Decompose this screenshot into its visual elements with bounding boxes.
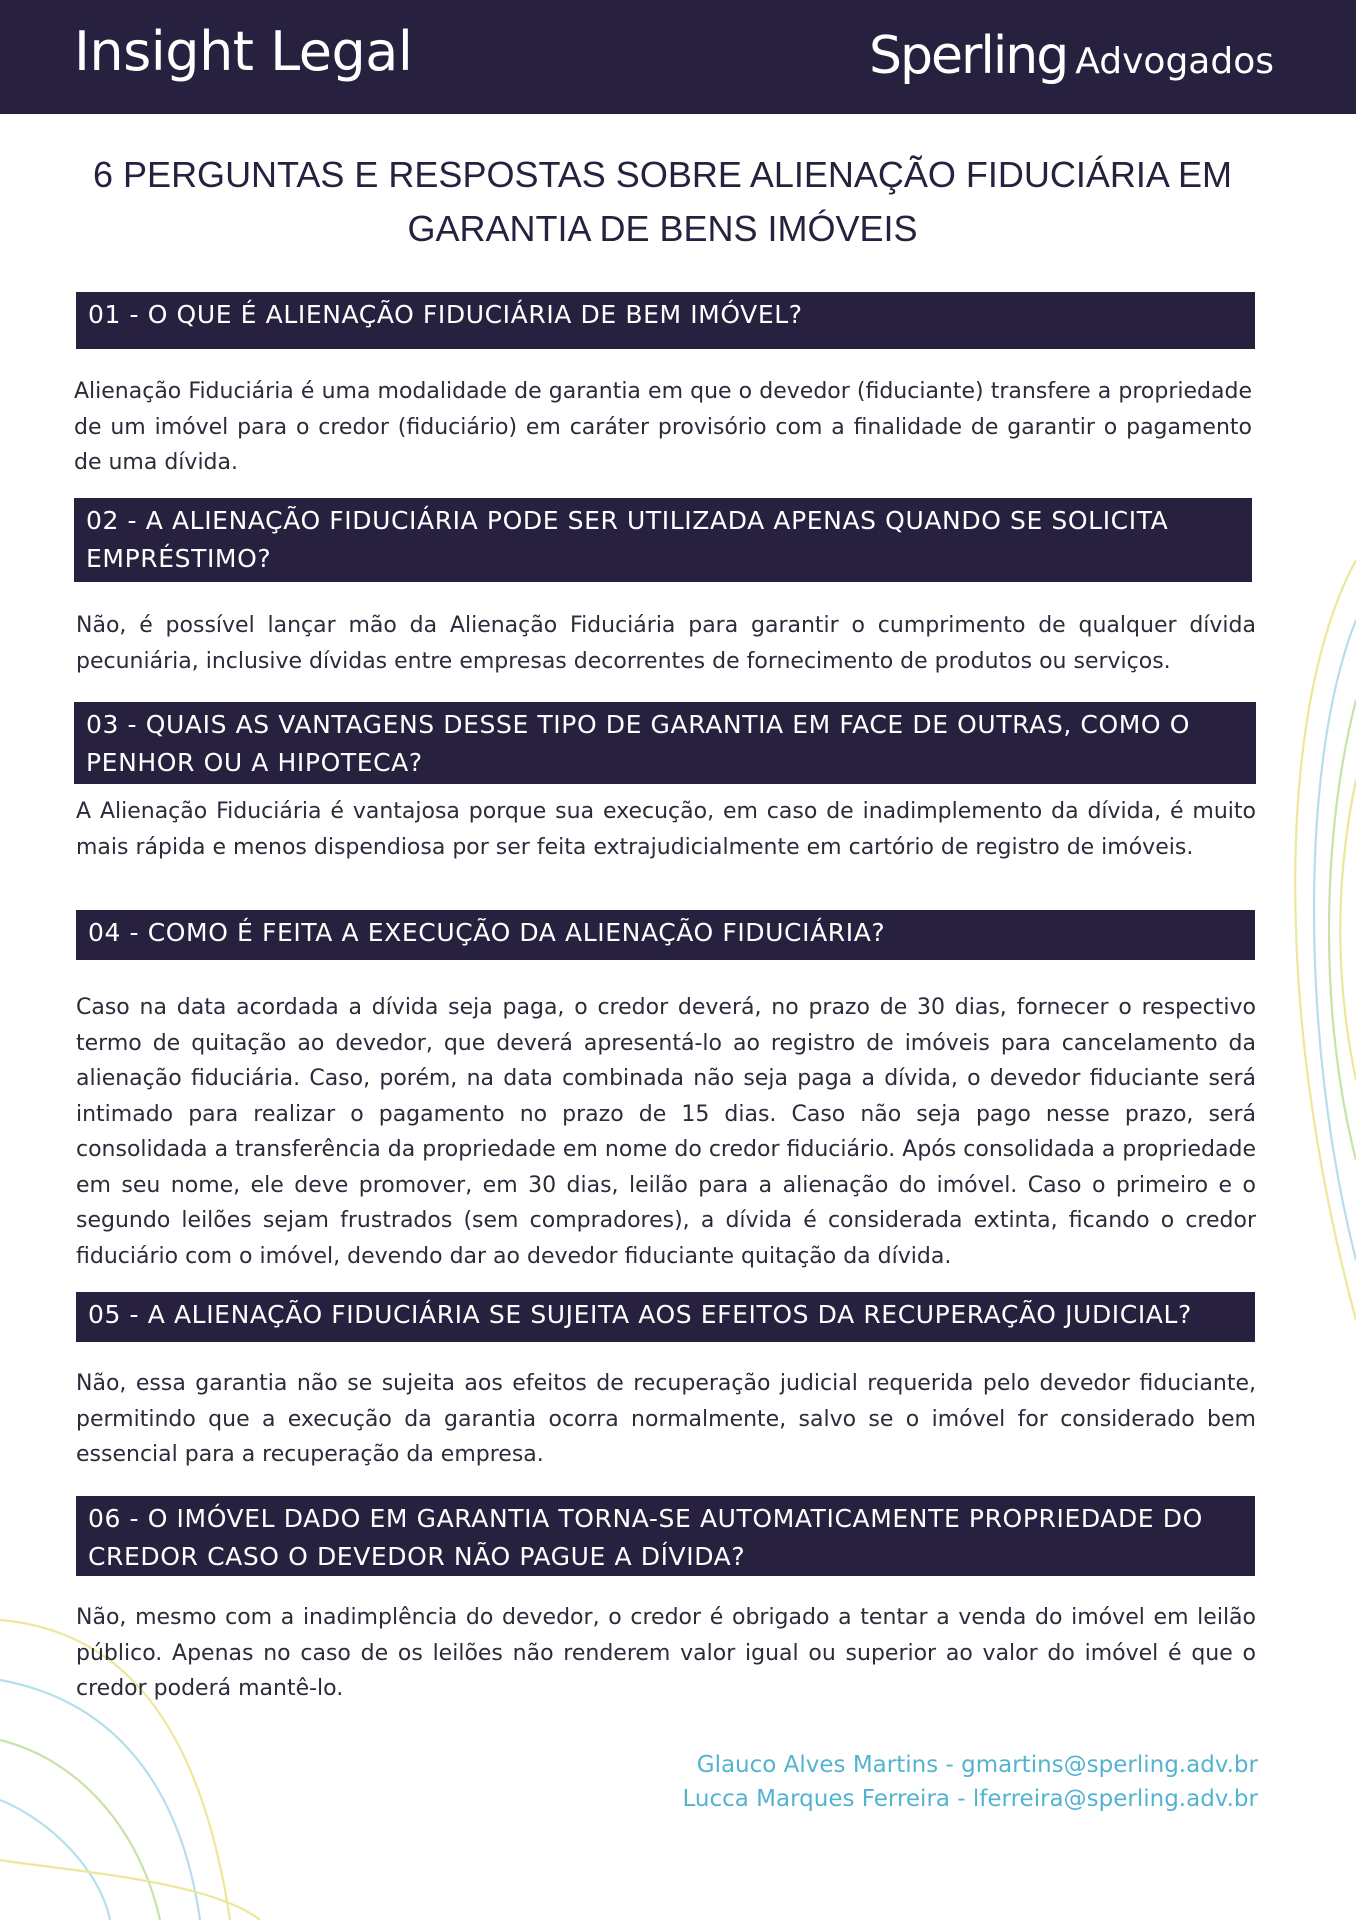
answer-06: Não, mesmo com a inadimplência do devedor, o credor é obrigado a tentar a venda do imóvel em leilão público. Apenas no caso de os leilões não renderem valor igual ou superior ao valor do imóvel é que o credor poderá mantê-lo. — [76, 1605, 1256, 1701]
answer-03: A Alienação Fiduciária é vantajosa porque sua execução, em caso de inadimplemento da dívida, é muito mais rápida e menos dispendiosa por ser feita extrajudicialmente em cartório de registro de imóveis. — [76, 799, 1256, 860]
question-03-text: 03 - QUAIS AS VANTAGENS DESSE TIPO DE GARANTIA EM FACE DE OUTRAS, COMO O PENHOR OU A HIPOTECA? — [86, 710, 1191, 777]
firm-logo-name: Sperling — [869, 26, 1068, 86]
document-title: 6 PERGUNTAS E RESPOSTAS SOBRE ALIENAÇÃO FIDUCIÁRIA EM GARANTIA DE BENS IMÓVEIS — [93, 154, 1232, 249]
question-04 — [76, 910, 1255, 960]
author-1: Glauco Alves Martins - gmartins@sperling.adv.br — [696, 1752, 1258, 1778]
question-01 — [76, 292, 1255, 349]
question-06-text: 06 - O IMÓVEL DADO EM GARANTIA TORNA-SE AUTOMATICAMENTE PROPRIEDADE DO CREDOR CASO O DEVEDOR NÃO PAGUE A DÍVIDA? — [88, 1504, 1203, 1571]
author-2: Lucca Marques Ferreira - lferreira@sperling.adv.br — [682, 1786, 1258, 1812]
question-06 — [76, 1496, 1255, 1576]
firm-logo-suffix: Advogados — [1075, 41, 1274, 82]
question-05 — [76, 1292, 1255, 1342]
question-01-text: 01 - O QUE É ALIENAÇÃO FIDUCIÁRIA DE BEM IMÓVEL? — [88, 300, 803, 329]
question-02 — [74, 498, 1252, 582]
header-bar — [0, 0, 1356, 114]
answer-05: Não, essa garantia não se sujeita aos efeitos de recuperação judicial requerida pelo devedor fiduciante, permitindo que a execução da garantia ocorra normalmente, salvo se o imóvel for considerado bem essencial para a recuperação da empresa. — [76, 1371, 1256, 1467]
answer-04: Caso na data acordada a dívida seja paga, o credor deverá, no prazo de 30 dias, fornecer o respectivo termo de quitação ao devedor, que deverá apresentá-lo ao registro de imóveis para cancelamento da alienação fiduciária. Caso, porém, na data combinada não seja paga a dívida, o devedor fiduciante será intimado para realizar o pagamento no prazo de 15 dias. Caso não seja pago nesse prazo, será consolidada a transferência da propriedade em nome do credor fiduciário. Após consolidada a propriedade em seu nome, ele deve promover, em 30 dias, leilão para a alienação do imóvel. Caso o primeiro e o segundo leilões sejam frustrados (sem compradores), a dívida é considerada extinta, ficando o credor fiduciário com o imóvel, devendo dar ao devedor fiduciante quitação da dívida. — [76, 995, 1256, 1269]
answer-02: Não, é possível lançar mão da Alienação Fiduciária para garantir o cumprimento de qualquer dívida pecuniária, inclusive dívidas entre empresas decorrentes de fornecimento de produtos ou serviços. — [76, 613, 1256, 674]
author-credits — [682, 1748, 1258, 1816]
question-05-text: 05 - A ALIENAÇÃO FIDUCIÁRIA SE SUJEITA AOS EFEITOS DA RECUPERAÇÃO JUDICIAL? — [88, 1300, 1192, 1329]
question-04-text: 04 - COMO É FEITA A EXECUÇÃO DA ALIENAÇÃO FIDUCIÁRIA? — [88, 918, 886, 947]
answer-01: Alienação Fiduciária é uma modalidade de garantia em que o devedor (fiduciante) transfere a propriedade de um imóvel para o credor (fiduciário) em caráter provisório com a finalidade de garantir o pagamento de uma dívida. — [74, 379, 1252, 475]
firm-logo — [869, 26, 1274, 86]
publication-name: Insight Legal — [74, 20, 413, 83]
question-03 — [74, 702, 1256, 784]
question-02-text: 02 - A ALIENAÇÃO FIDUCIÁRIA PODE SER UTILIZADA APENAS QUANDO SE SOLICITA EMPRÉSTIMO? — [86, 506, 1169, 573]
